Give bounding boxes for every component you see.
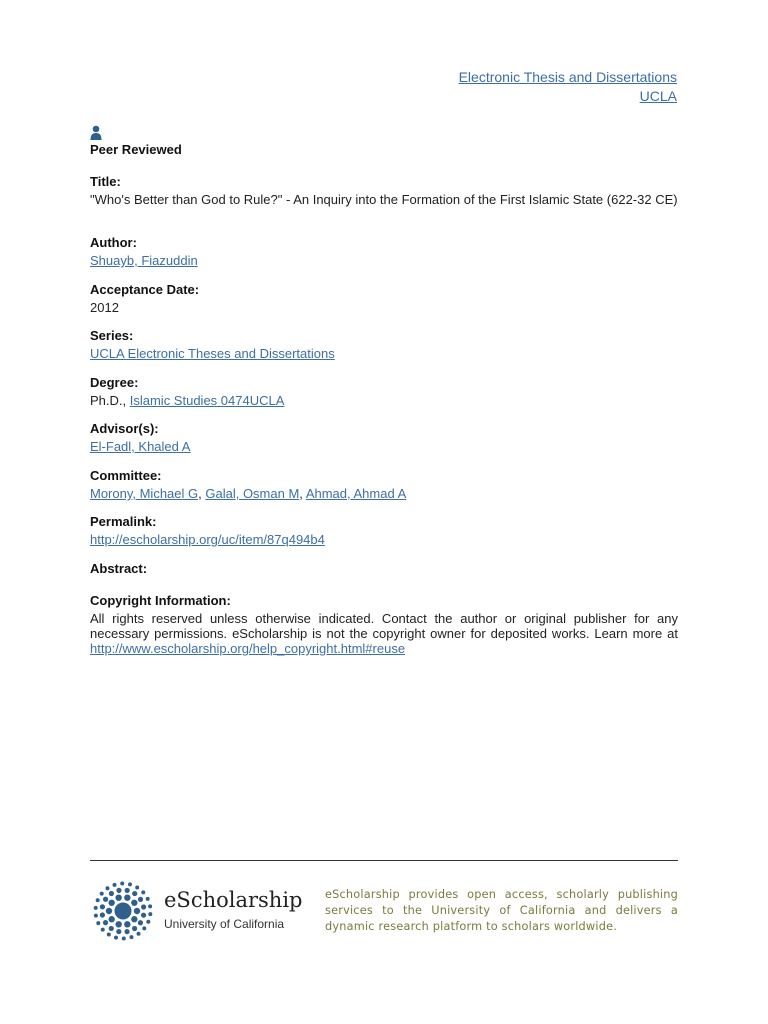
copyright-text: All rights reserved unless otherwise indicated. Contact the author or original publisher for any necessary permissions. eScholarship is not the copyright owner for deposited works. Learn more at <box>90 611 678 641</box>
author-field <box>90 235 678 268</box>
title-value: "Who's Better than God to Rule?" - An Inquiry into the Formation of the First Islamic State (622-32 CE) <box>90 192 678 207</box>
footer-divider <box>90 860 678 861</box>
degree-field <box>90 375 678 408</box>
committee-member-link[interactable]: Galal, Osman M <box>205 486 300 501</box>
committee-member-link[interactable]: Ahmad, Ahmad A <box>305 486 407 501</box>
escholarship-logo-icon <box>92 880 154 942</box>
copyright-field <box>90 593 678 656</box>
advisor-label: Advisor(s): <box>90 421 159 436</box>
title-field <box>90 174 678 207</box>
committee-field <box>90 468 678 501</box>
footer-description: eScholarship provides open access, scholarly publishing services to the University of California and delivers a dynamic research platform to scholars worldwide. <box>325 888 678 933</box>
permalink-link[interactable]: http://escholarship.org/uc/item/87q494b4 <box>90 532 325 547</box>
copyright-text-block <box>90 611 678 656</box>
degree-label: Degree: <box>90 375 139 390</box>
committee-separator: , <box>198 486 206 501</box>
author-link[interactable]: Shuayb, Fiazuddin <box>90 253 198 268</box>
author-label: Author: <box>90 235 137 250</box>
degree-prefix: Ph.D., <box>90 393 130 408</box>
committee-label: Committee: <box>90 468 162 483</box>
degree-program-link[interactable]: Islamic Studies 0474UCLA <box>129 393 285 408</box>
title-label: Title: <box>90 174 121 189</box>
permalink-field <box>90 514 678 547</box>
series-link[interactable]: Electronic Thesis and Dissertations <box>458 69 677 85</box>
series-value-link[interactable]: UCLA Electronic Theses and Dissertations <box>90 346 335 361</box>
committee-separator: , <box>299 486 306 501</box>
series-label: Series: <box>90 328 134 343</box>
logo-subtitle: University of California <box>164 917 285 931</box>
acceptance-date-value: 2012 <box>90 300 119 315</box>
acceptance-date-field <box>90 282 678 315</box>
permalink-label: Permalink: <box>90 514 157 529</box>
committee-member-link[interactable]: Morony, Michael G <box>90 486 199 501</box>
acceptance-date-label: Acceptance Date: <box>90 282 200 297</box>
copyright-label: Copyright Information: <box>90 593 231 608</box>
campus-link[interactable]: UCLA <box>639 88 677 104</box>
abstract-field <box>90 561 678 579</box>
header-links <box>459 68 677 106</box>
logo-name: eScholarship <box>164 888 303 912</box>
advisor-link[interactable]: El-Fadl, Khaled A <box>90 439 191 454</box>
peer-reviewed-label: Peer Reviewed <box>90 142 182 157</box>
copyright-link[interactable]: http://www.escholarship.org/help_copyright.html#reuse <box>90 641 406 656</box>
advisor-field <box>90 421 678 454</box>
series-field <box>90 328 678 361</box>
abstract-label: Abstract: <box>90 561 148 576</box>
person-icon <box>90 125 102 140</box>
